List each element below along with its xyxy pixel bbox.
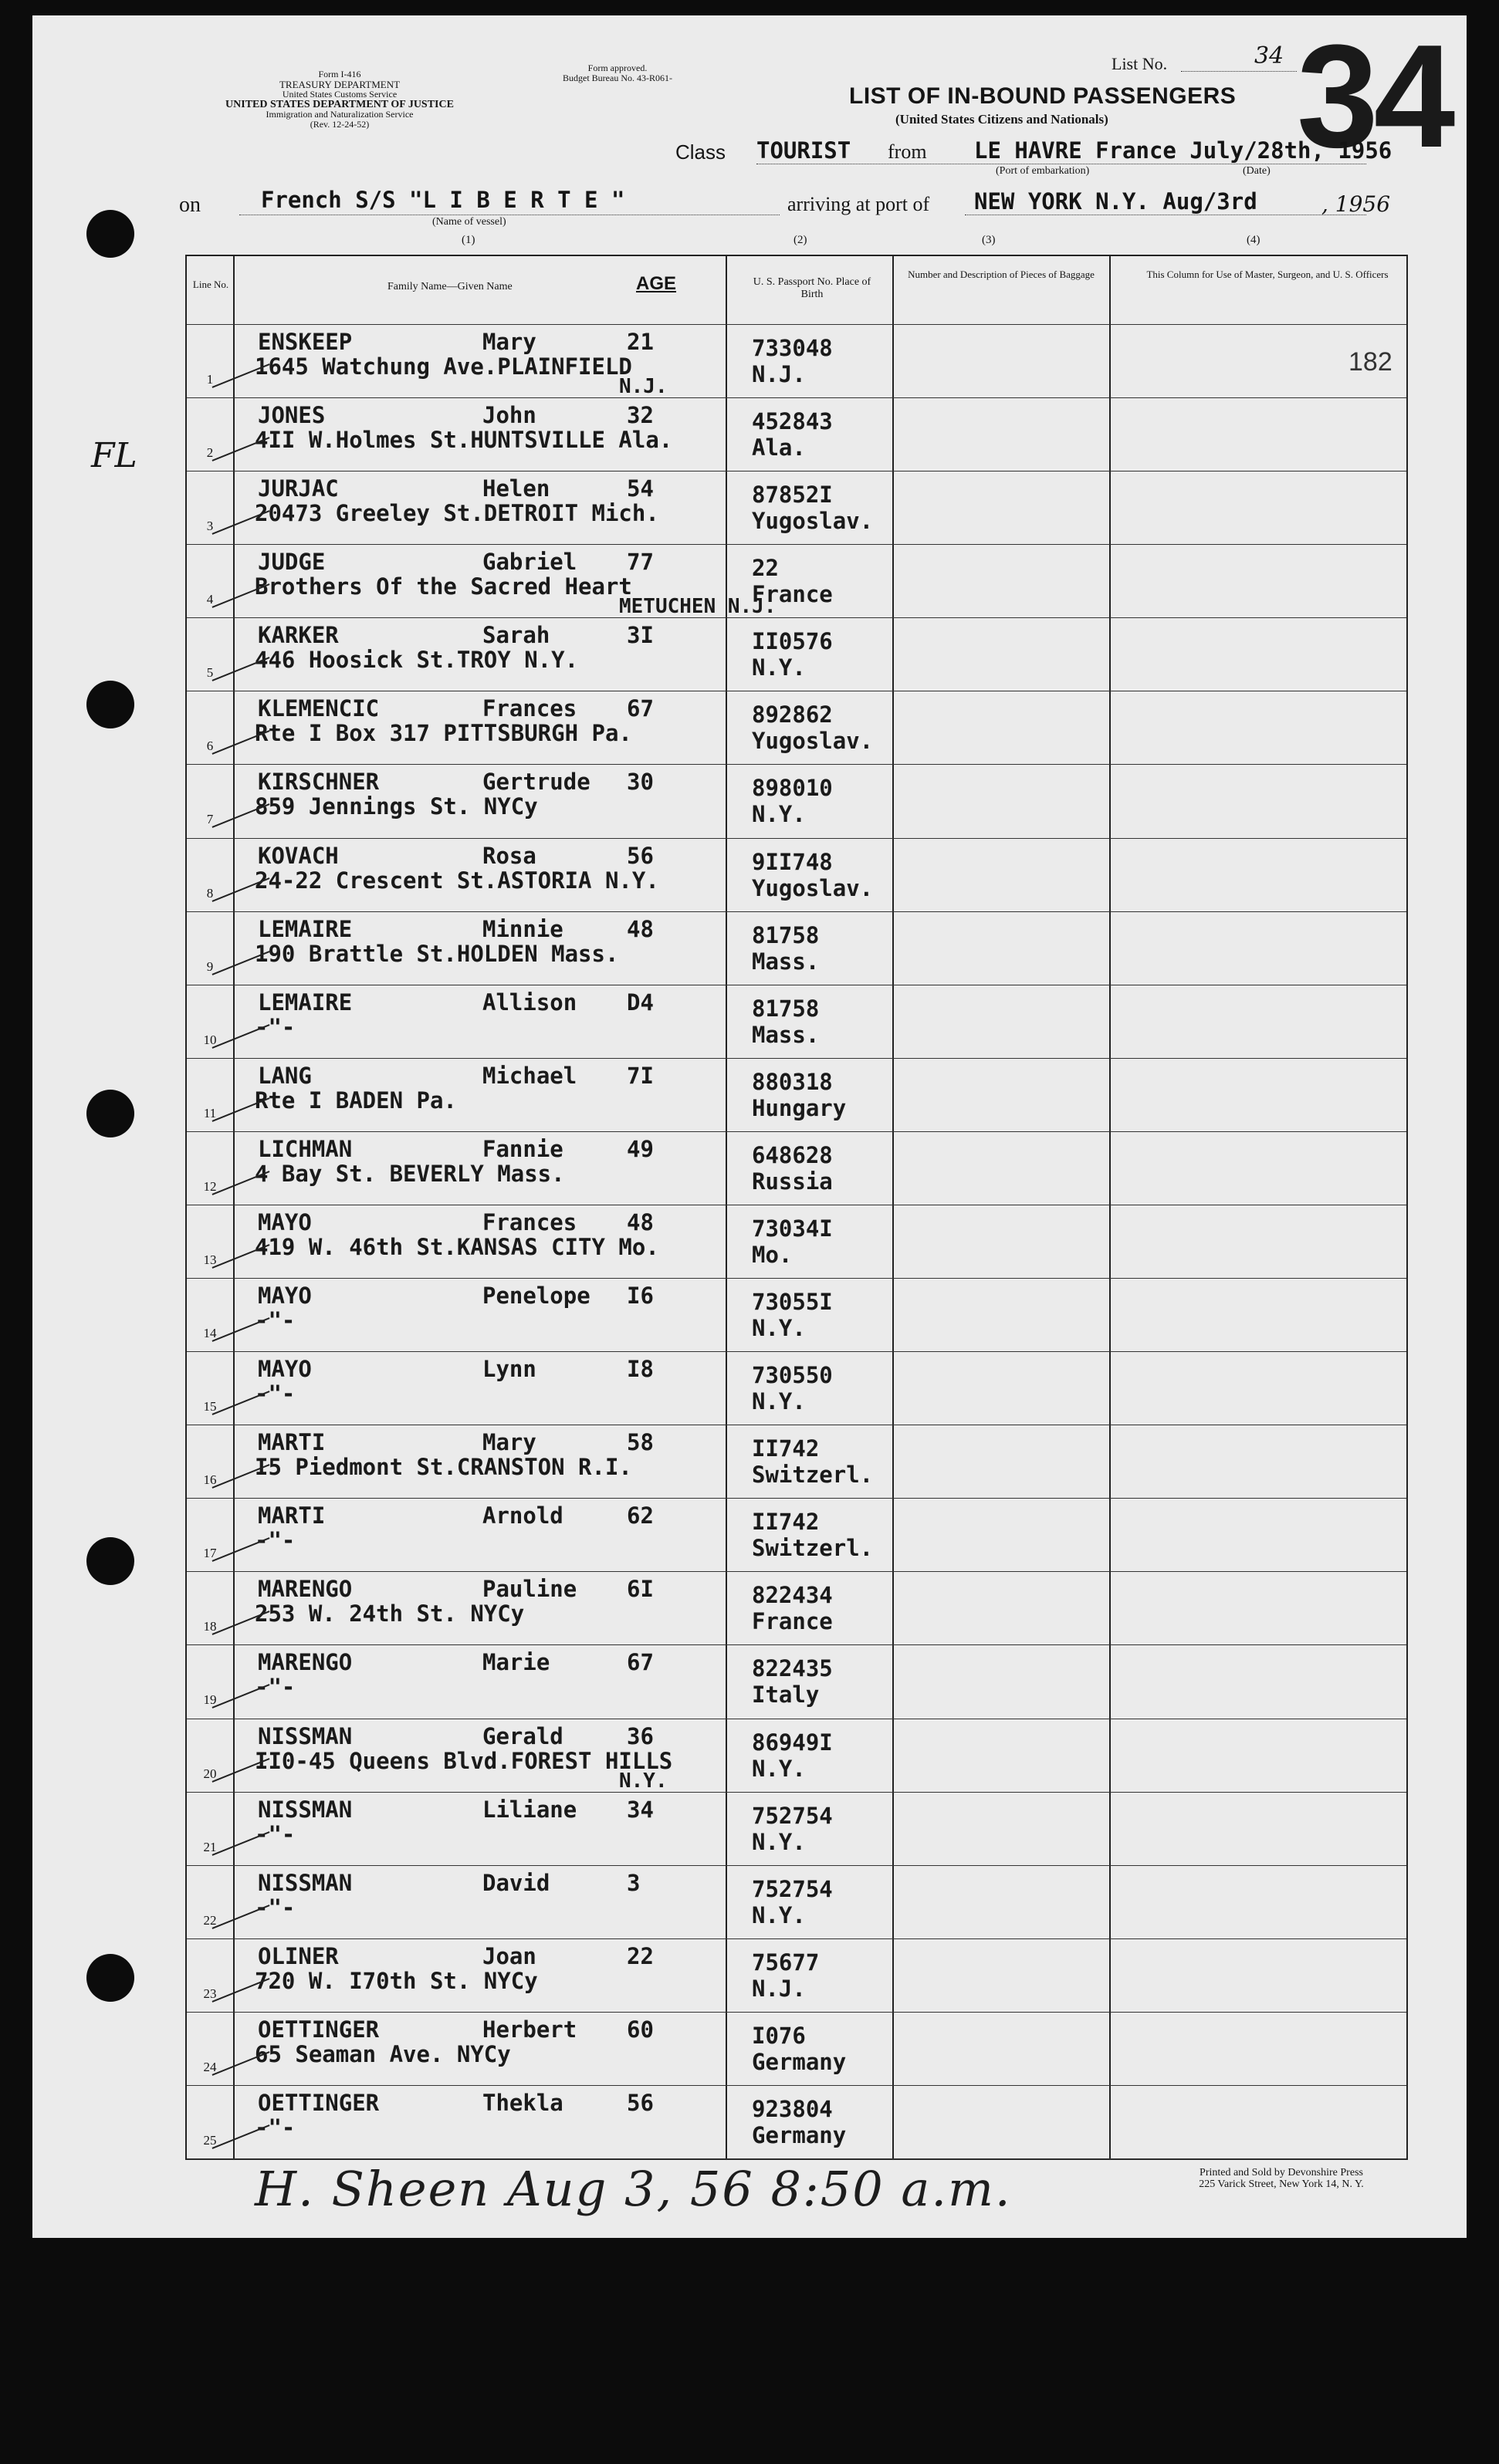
place-of-birth: Yugoslav. [752, 728, 874, 755]
line-number: 5 [206, 665, 214, 681]
passport-number: 923804 [752, 2095, 833, 2122]
address: -"- [255, 1013, 296, 1040]
row-divider [187, 1278, 1406, 1279]
line-number: 21 [203, 1839, 217, 1854]
address: 446 Hoosick St.TROY N.Y. [255, 647, 579, 674]
passport-number: 86949I [752, 1729, 833, 1756]
age-value: 58 [627, 1429, 654, 1456]
line-number: 20 [203, 1766, 217, 1781]
passport-number: 752754 [752, 1875, 833, 1902]
line-number: 12 [203, 1178, 217, 1194]
baggage-header: Number and Description of Pieces of Baggage [908, 269, 1095, 280]
family-name: KARKER [258, 622, 339, 649]
passport-number: II742 [752, 1509, 820, 1536]
printer-line: 225 Varick Street, New York 14, N. Y. [1199, 2178, 1364, 2190]
passport-number: 75677 [752, 1949, 820, 1976]
revision: (Rev. 12-24-52) [310, 119, 370, 130]
column-number: (2) [793, 234, 807, 246]
place-of-birth: Germany [752, 2121, 847, 2148]
age-value: 77 [627, 549, 654, 576]
age-value: 7I [627, 1062, 654, 1089]
address: 720 W. I70th St. NYCy [255, 1967, 538, 1994]
given-name: Mary [482, 1429, 536, 1456]
binder-hole [86, 1537, 134, 1585]
family-name: KOVACH [258, 842, 339, 869]
row-divider [187, 544, 1406, 545]
list-underline [1181, 71, 1297, 72]
age-value: I6 [627, 1283, 654, 1310]
age-value: 54 [627, 475, 654, 502]
embarkation-value: LE HAVRE France July/28th, 1956 [974, 137, 1392, 164]
given-name: Lynn [482, 1356, 536, 1383]
form-subtitle: (United States Citizens and Nationals) [895, 112, 1108, 127]
age-value: 48 [627, 915, 654, 942]
given-name: Liliane [482, 1796, 577, 1823]
family-name: MARENGO [258, 1576, 353, 1603]
given-name: Frances [482, 695, 577, 722]
place-of-birth: France [752, 581, 833, 608]
given-name: Arnold [482, 1502, 563, 1529]
given-name: John [482, 402, 536, 429]
arrival-year: , 1956 [1321, 191, 1391, 217]
port-caption: (Port of embarkation) [996, 165, 1090, 177]
passport-number: 9II748 [752, 848, 833, 875]
passport-number: 87852I [752, 482, 833, 509]
line-number: 24 [203, 2059, 217, 2074]
passport-number: I076 [752, 2022, 806, 2049]
family-name: MARENGO [258, 1649, 353, 1676]
passport-number: 452843 [752, 408, 833, 435]
binder-hole [86, 210, 134, 258]
place-of-birth: N.Y. [752, 654, 806, 681]
address: Brothers Of the Sacred Heart [255, 573, 632, 600]
address-continued: METUCHEN N.J. [619, 595, 777, 619]
place-of-birth: N.Y. [752, 801, 806, 828]
officer-note: 182 [1348, 347, 1392, 377]
address: 253 W. 24th St. NYCy [255, 1600, 525, 1627]
from-label: from [888, 140, 927, 163]
line-number: 11 [203, 1105, 217, 1120]
address: -"- [255, 1381, 296, 1408]
passport-number: II0576 [752, 628, 833, 655]
line-number: 13 [203, 1252, 217, 1267]
place-of-birth: Ala. [752, 434, 806, 461]
age-header: AGE [636, 273, 677, 294]
family-name: MAYO [258, 1283, 312, 1310]
line-number: 6 [206, 739, 214, 754]
line-number: 1 [206, 372, 214, 387]
age-value: 3 [627, 1869, 641, 1896]
given-name: Gertrude [482, 769, 590, 796]
passport-number: 892862 [752, 701, 833, 728]
row-divider [187, 1058, 1406, 1059]
given-name: Marie [482, 1649, 550, 1676]
row-divider [187, 1571, 1406, 1572]
family-name: JURJAC [258, 475, 339, 502]
given-name: Joan [482, 1942, 536, 1969]
age-value: 67 [627, 695, 654, 722]
given-name: Helen [482, 475, 550, 502]
address: -"- [255, 1820, 296, 1847]
place-of-birth: N.Y. [752, 1901, 806, 1928]
line-number: 19 [203, 1692, 217, 1708]
form-number: Form I-416 [318, 69, 361, 79]
line-number: 4 [206, 592, 214, 607]
form-approved: Form approved. [587, 63, 648, 73]
passport-number: II742 [752, 1435, 820, 1462]
handwritten-signature-date: H. Sheen Aug 3, 56 8:50 a.m. [255, 2161, 1012, 2217]
dept-line: TREASURY DEPARTMENT [279, 79, 401, 90]
passport-header: U. S. Passport No. Place of Birth [753, 276, 871, 300]
row-divider [187, 397, 1406, 398]
age-value: 34 [627, 1796, 654, 1823]
given-name: Thekla [482, 2089, 563, 2116]
family-name: KLEMENCIC [258, 695, 380, 722]
age-value: 21 [627, 329, 654, 355]
row-divider [187, 911, 1406, 912]
address: -"- [255, 1307, 296, 1334]
given-name: Rosa [482, 842, 536, 869]
family-name: LANG [258, 1062, 312, 1089]
passport-number: 898010 [752, 775, 833, 802]
place-of-birth: N.J. [752, 1975, 806, 2002]
passport-number: 822434 [752, 1582, 833, 1609]
address: -"- [255, 1894, 296, 1921]
address: 190 Brattle St.HOLDEN Mass. [255, 940, 619, 967]
given-name: David [482, 1869, 550, 1896]
given-name: Mary [482, 329, 536, 355]
given-name: Penelope [482, 1283, 590, 1310]
family-name: JONES [258, 402, 326, 429]
approval-block [525, 63, 710, 83]
line-number: 2 [206, 445, 214, 461]
age-value: 22 [627, 1942, 654, 1969]
row-divider [187, 1938, 1406, 1939]
line-number: 16 [203, 1472, 217, 1488]
age-value: 6I [627, 1576, 654, 1603]
line-no-header: Line No. [192, 279, 229, 290]
margin-annotation: FL [91, 436, 137, 475]
age-value: 36 [627, 1722, 654, 1749]
passport-number: 81758 [752, 921, 820, 948]
place-of-birth: Switzerl. [752, 1462, 874, 1489]
line-number: 10 [203, 1032, 217, 1047]
binder-hole [86, 1954, 134, 2002]
place-of-birth: N.J. [752, 361, 806, 387]
budget-number: Budget Bureau No. 43-R061- [563, 73, 672, 83]
date-caption: (Date) [1243, 165, 1271, 177]
given-name: Michael [482, 1062, 577, 1089]
passport-number: 880318 [752, 1068, 833, 1095]
address: II0-45 Queens Blvd.FOREST HILLS [255, 1747, 673, 1774]
line-number: 14 [203, 1326, 217, 1341]
row-divider [187, 1498, 1406, 1499]
line-number: 15 [203, 1399, 217, 1415]
printer-credit [1142, 2167, 1420, 2190]
line-number: 7 [206, 812, 214, 827]
place-of-birth: Mo. [752, 1241, 793, 1268]
dept-line: United States Customs Service [282, 89, 398, 100]
family-name: LICHMAN [258, 1135, 353, 1162]
place-of-birth: Yugoslav. [752, 508, 874, 535]
binder-hole [86, 1090, 134, 1137]
column-divider [233, 256, 235, 2158]
given-name: Minnie [482, 915, 563, 942]
place-of-birth: Russia [752, 1168, 833, 1195]
printer-line: Printed and Sold by Devonshire Press [1200, 2167, 1363, 2178]
passport-number: 73055I [752, 1289, 833, 1316]
line-number: 18 [203, 1619, 217, 1634]
address: -"- [255, 2114, 296, 2141]
age-value: 56 [627, 2089, 654, 2116]
row-divider [187, 2012, 1406, 2013]
class-value: TOURIST [756, 137, 851, 164]
row-divider [187, 2085, 1406, 2086]
class-label: Class [675, 140, 726, 164]
stamped-list-number: 34 [1297, 15, 1451, 178]
binder-hole [86, 681, 134, 728]
family-name: KIRSCHNER [258, 769, 380, 796]
place-of-birth: N.Y. [752, 1388, 806, 1415]
address: 20473 Greeley St.DETROIT Mich. [255, 500, 659, 527]
line-number: 8 [206, 885, 214, 901]
given-name: Frances [482, 1208, 577, 1235]
age-value: 56 [627, 842, 654, 869]
row-divider [187, 838, 1406, 839]
place-of-birth: N.Y. [752, 1828, 806, 1855]
family-name: MAYO [258, 1356, 312, 1383]
address: 65 Seaman Ave. NYCy [255, 2040, 511, 2067]
row-divider [187, 1644, 1406, 1645]
column-number: (3) [982, 234, 996, 246]
address: 1645 Watchung Ave.PLAINFIELD [255, 353, 632, 380]
family-name: MAYO [258, 1208, 312, 1235]
line-number: 22 [203, 1912, 217, 1928]
passport-number: 648628 [752, 1141, 833, 1168]
place-of-birth: France [752, 1608, 833, 1635]
address: 419 W. 46th St.KANSAS CITY Mo. [255, 1233, 659, 1260]
list-number: 34 [1254, 42, 1284, 69]
age-value: I8 [627, 1356, 654, 1383]
age-value: 3I [627, 622, 654, 649]
form-header-block [178, 69, 502, 130]
passport-number: 822435 [752, 1655, 833, 1682]
family-name: OLINER [258, 1942, 339, 1969]
address: 4 Bay St. BEVERLY Mass. [255, 1160, 565, 1187]
passport-number: 733048 [752, 335, 833, 361]
dept-line: Immigration and Naturalization Service [266, 109, 414, 120]
column-number: (1) [462, 234, 475, 246]
place-of-birth: Yugoslav. [752, 874, 874, 901]
list-label: List No. [1112, 54, 1168, 73]
address: -"- [255, 1674, 296, 1701]
family-name: ENSKEEP [258, 329, 353, 355]
place-of-birth: Mass. [752, 948, 820, 975]
name-header: Family Name—Given Name [387, 281, 513, 292]
column-divider [892, 256, 894, 2158]
passport-number: 73034I [752, 1215, 833, 1242]
family-name: LEMAIRE [258, 989, 353, 1016]
place-of-birth: N.Y. [752, 1755, 806, 1782]
family-name: MARTI [258, 1429, 326, 1456]
place-of-birth: Germany [752, 2048, 847, 2075]
age-value: 60 [627, 2016, 654, 2043]
row-divider [187, 324, 1406, 325]
given-name: Herbert [482, 2016, 577, 2043]
family-name: NISSMAN [258, 1722, 353, 1749]
passport-number: 752754 [752, 1802, 833, 1829]
address: 4II W.Holmes St.HUNTSVILLE Ala. [255, 427, 673, 454]
row-divider [187, 1131, 1406, 1132]
address: 859 Jennings St. NYCy [255, 793, 538, 820]
given-name: Fannie [482, 1135, 563, 1162]
place-of-birth: Hungary [752, 1094, 847, 1121]
family-name: OETTINGER [258, 2089, 380, 2116]
age-value: 30 [627, 769, 654, 796]
officers-header: This Column for Use of Master, Surgeon, and U. S. Officers [1146, 269, 1389, 280]
family-name: JUDGE [258, 549, 326, 576]
arrival-port-value: NEW YORK N.Y. Aug/3rd [974, 188, 1257, 215]
line-number: 25 [203, 2132, 217, 2148]
age-value: D4 [627, 989, 654, 1016]
address-continued: N.J. [619, 375, 668, 398]
family-name: OETTINGER [258, 2016, 380, 2043]
vessel-caption: (Name of vessel) [432, 216, 506, 228]
given-name: Sarah [482, 622, 550, 649]
column-divider [726, 256, 727, 2158]
on-label: on [179, 193, 201, 217]
address: Rte I BADEN Pa. [255, 1087, 457, 1114]
form-title: LIST OF IN-BOUND PASSENGERS [849, 83, 1237, 109]
place-of-birth: Italy [752, 1682, 820, 1709]
address: I5 Piedmont St.CRANSTON R.I. [255, 1454, 632, 1481]
place-of-birth: Switzerl. [752, 1535, 874, 1562]
passenger-table [185, 255, 1408, 2160]
age-value: 32 [627, 402, 654, 429]
passport-number: 22 [752, 555, 779, 582]
given-name: Pauline [482, 1576, 577, 1603]
column-divider [1109, 256, 1111, 2158]
arriving-label: arriving at port of [787, 193, 930, 215]
family-name: NISSMAN [258, 1869, 353, 1896]
address: Rte I Box 317 PITTSBURGH Pa. [255, 720, 632, 747]
age-value: 49 [627, 1135, 654, 1162]
row-divider [187, 1792, 1406, 1793]
family-name: LEMAIRE [258, 915, 353, 942]
row-divider [187, 2158, 1406, 2159]
given-name: Allison [482, 989, 577, 1016]
given-name: Gerald [482, 1722, 563, 1749]
place-of-birth: Mass. [752, 1021, 820, 1048]
age-value: 67 [627, 1649, 654, 1676]
line-number: 23 [203, 1986, 217, 2001]
family-name: MARTI [258, 1502, 326, 1529]
address: 24-22 Crescent St.ASTORIA N.Y. [255, 867, 659, 894]
address-continued: N.Y. [619, 1769, 668, 1793]
dept-line: UNITED STATES DEPARTMENT OF JUSTICE [225, 99, 454, 110]
age-value: 48 [627, 1208, 654, 1235]
column-number: (4) [1247, 234, 1260, 246]
row-divider [187, 1865, 1406, 1866]
row-divider [187, 764, 1406, 765]
age-value: 62 [627, 1502, 654, 1529]
passport-number: 730550 [752, 1362, 833, 1389]
line-number: 3 [206, 519, 214, 534]
row-divider [187, 471, 1406, 472]
family-name: NISSMAN [258, 1796, 353, 1823]
row-divider [187, 617, 1406, 618]
place-of-birth: N.Y. [752, 1315, 806, 1342]
row-divider [187, 1351, 1406, 1352]
address: -"- [255, 1527, 296, 1554]
passport-number: 81758 [752, 995, 820, 1022]
line-number: 17 [203, 1546, 217, 1561]
given-name: Gabriel [482, 549, 577, 576]
line-number: 9 [206, 958, 214, 974]
vessel-name: French S/S "L I B E R T E " [261, 187, 625, 213]
